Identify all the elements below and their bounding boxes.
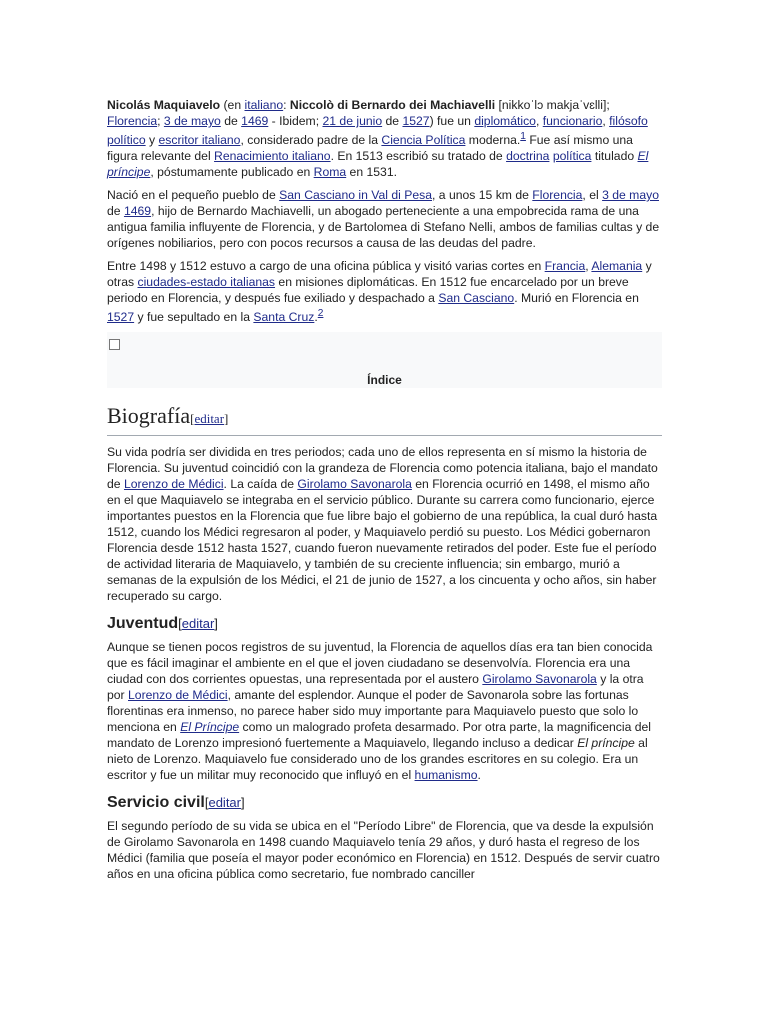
heading-text: Servicio civil: [107, 794, 205, 812]
table-of-contents: [107, 332, 662, 388]
text: .: [477, 768, 481, 783]
article-content: [107, 97, 662, 889]
text: [nikkoˈlɔ makjaˈvɛlli];: [495, 98, 610, 112]
text: (en: [220, 98, 245, 112]
text: , considerado padre de la: [240, 133, 382, 148]
edit-link[interactable]: editar: [181, 616, 215, 632]
text: :: [283, 98, 290, 112]
link-el-principe[interactable]: El príncipe: [107, 149, 649, 180]
text: y: [145, 133, 159, 148]
text: Aunque se tienen pocos registros de su juventud, la Florencia de aquellos días era tan bien conocida que es fácil imaginar el ambiente en el que el joven ciudadano se desenvolvía. Florencia era una ciudad con dos corrientes opuestas, una representada por el austero: [107, 640, 653, 687]
link-3-de-mayo[interactable]: 3 de mayo: [602, 188, 659, 203]
subject-full-name: Niccolò di Bernardo dei Machiavelli: [289, 98, 496, 112]
text: de: [220, 114, 242, 128]
link-diplomatico[interactable]: diplomático: [474, 114, 536, 128]
text: ,: [535, 114, 543, 128]
link-1469[interactable]: 1469: [241, 114, 269, 128]
text: y otras: [107, 259, 652, 290]
bracket: [: [178, 616, 182, 632]
text: Fue así mismo una figura relevante del: [107, 133, 633, 164]
link-roma[interactable]: Roma: [313, 165, 347, 180]
text: ) fue un: [429, 114, 475, 128]
link-girolamo-savonarola[interactable]: Girolamo Savonarola: [297, 477, 412, 492]
text: . La caída de: [223, 477, 298, 492]
toc-title: Índice: [367, 373, 402, 388]
edit-link[interactable]: editar: [194, 411, 225, 427]
text: .: [314, 310, 318, 325]
intro-paragraph-1: [107, 97, 662, 180]
toc-toggle-checkbox[interactable]: [109, 339, 120, 350]
servicio-paragraph-1: [107, 818, 662, 882]
link-san-casciano-in-val-di-pesa[interactable]: San Casciano in Val di Pesa: [279, 188, 433, 203]
text: en misiones diplomáticas. En 1512 fue encarcelado por un breve periodo en Florencia, y después fue exiliado y despachado a: [107, 275, 629, 306]
heading-text: Juventud: [107, 615, 179, 633]
link-humanismo[interactable]: humanismo: [414, 768, 478, 783]
link-florencia[interactable]: Florencia: [107, 114, 158, 128]
bracket: ]: [214, 616, 218, 632]
text: , póstumamente publicado en: [150, 165, 314, 180]
link-politica[interactable]: política: [552, 149, 592, 164]
intro-paragraph-3: [107, 258, 662, 325]
text: Entre 1498 y 1512 estuvo a cargo de una oficina pública y visitó varias cortes en: [107, 259, 545, 274]
link-san-casciano[interactable]: San Casciano: [438, 291, 515, 306]
edit-section-biografia: [190, 411, 228, 426]
juventud-paragraph-1: [107, 639, 662, 783]
reference-2[interactable]: 2: [317, 308, 324, 320]
text: , a unos 15 km de: [432, 188, 533, 203]
reference-1[interactable]: 1: [520, 131, 526, 142]
link-filosofo-politico[interactable]: filósofo político: [107, 114, 648, 148]
bracket: [: [204, 795, 209, 811]
bracket: ]: [241, 795, 245, 811]
text: - Ibidem;: [268, 114, 323, 128]
text: de: [107, 204, 124, 219]
text: , el: [582, 188, 603, 203]
text: y la otra por: [107, 672, 644, 703]
link-3-de-mayo[interactable]: 3 de mayo: [163, 114, 221, 128]
text: ,: [602, 114, 610, 128]
text: ,: [585, 259, 592, 274]
section-heading-biografia: [107, 402, 662, 436]
link-renacimiento-italiano[interactable]: Renacimiento italiano: [214, 149, 331, 164]
text: titulado: [591, 149, 638, 164]
link-girolamo-savonarola[interactable]: Girolamo Savonarola: [482, 672, 597, 687]
link-alemania[interactable]: Alemania: [591, 259, 643, 274]
link-1469[interactable]: 1469: [123, 204, 152, 219]
link-florencia[interactable]: Florencia: [532, 188, 583, 203]
text: al nieto de Lorenzo. Maquiavelo fue considerado uno de los grandes escritores en su colegio. Era un escritor y fue un militar muy reconocido que influyó en el: [107, 736, 648, 783]
section-heading-servicio-civil: [107, 793, 662, 813]
link-ciencia-politica[interactable]: Ciencia Política: [381, 133, 466, 148]
text: . Murió en Florencia en: [514, 291, 639, 306]
link-santa-cruz[interactable]: Santa Cruz: [253, 310, 315, 325]
link-el-principe[interactable]: El Príncipe: [180, 720, 240, 735]
link-lorenzo-de-medici[interactable]: Lorenzo de Médici: [123, 477, 224, 492]
text: en Florencia ocurrió en 1498, el mismo año en el que Maquiavelo se integraba en el servicio público. Durante su carrera como funcionario, ejerce importantes puestos en la Florencia que fue libre bajo el gobierno de una república, la cual duró hasta 1512, cuando los Médici regresaron al poder, y Maquiavelo perdió su puesto. Los Médici gobernaron Florencia desde 1512 hasta 1527, cuando fueron nuevamente retirados del poder. Este fue el período de actividad literaria de Maquiavelo, y también de su creciente influencia; sin embargo, murió a semanas de la expulsión de los Médici, el 21 de junio de 1527, a los cincuenta y ocho años, sin haber recuperado su cargo.: [107, 477, 658, 604]
text: . En 1513 escribió su tratado de: [330, 149, 507, 164]
link-lorenzo-de-medici[interactable]: Lorenzo de Médici: [128, 688, 228, 703]
link-1527[interactable]: 1527: [107, 310, 135, 325]
italic-title: El príncipe: [577, 736, 635, 751]
bracket: ]: [224, 411, 229, 427]
text: en 1531.: [346, 165, 397, 180]
link-escritor-italiano[interactable]: escritor italiano: [158, 133, 241, 148]
text: , hijo de Bernardo Machiavelli, un abogado perteneciente a una empobrecida rama de una antigua familia influyente de Florencia, y de Bartolomea di Stefano Nelli, ambos de familias cultas y de orígenes nobiliarios, pero con pocos recursos a causa de las deudas del padre.: [107, 204, 660, 251]
text: , amante del esplendor. Aunque el poder de Savonarola sobre las fortunas florentinas era inmenso, no parece haber sido muy importante para Maquiavelo puesto que solo lo menciona en: [107, 688, 639, 735]
edit-link[interactable]: editar: [208, 795, 241, 811]
intro-paragraph-2: [107, 187, 662, 251]
text: de: [382, 114, 403, 128]
bracket: [: [190, 411, 195, 427]
text: como un malogrado profeta desarmado. Por otra parte, la magnificencia del mandato de Lorenzo impresionó fuertemente a Maquiavelo, llegando incluso a dedicar: [107, 720, 652, 751]
text: Nació en el pequeño pueblo de: [107, 188, 280, 203]
edit-section-juventud: [178, 616, 218, 631]
link-ciudades-estado-italianas[interactable]: ciudades-estado italianas: [137, 275, 276, 290]
heading-text: Biografía: [107, 403, 191, 429]
link-francia[interactable]: Francia: [544, 259, 586, 274]
subject-name: Nicolás Maquiavelo: [107, 98, 221, 112]
text: y fue sepultado en la: [134, 310, 254, 325]
link-1527[interactable]: 1527: [402, 114, 430, 128]
section-heading-juventud: [107, 614, 662, 634]
link-italiano[interactable]: italiano: [244, 98, 284, 112]
text: El segundo período de su vida se ubica en el "Período Libre" de Florencia, que va desde la expulsión de Girolamo Savonarola en 1498 cuando Maquiavelo tenía 29 años, y duró hasta el regreso de los Médici (familia que poseía el mayor poder económico en Florencia) en 1512. Después de servir cuatro años en una oficina pública como secretario, fue nombrado canciller: [107, 819, 660, 882]
link-funcionario[interactable]: funcionario: [542, 114, 603, 128]
text: moderna.: [465, 133, 521, 148]
link-21-de-junio[interactable]: 21 de junio: [322, 114, 383, 128]
biografia-paragraph-1: [107, 444, 662, 604]
edit-section-servicio-civil: [205, 795, 245, 810]
text: ;: [157, 114, 164, 128]
link-doctrina[interactable]: doctrina: [506, 149, 550, 164]
text: Su vida podría ser dividida en tres periodos; cada uno de ellos representa en sí mismo la historia de Florencia. Su juventud coincidió con la grandeza de Florencia como potencia italiana, bajo el mandato de: [107, 445, 658, 492]
